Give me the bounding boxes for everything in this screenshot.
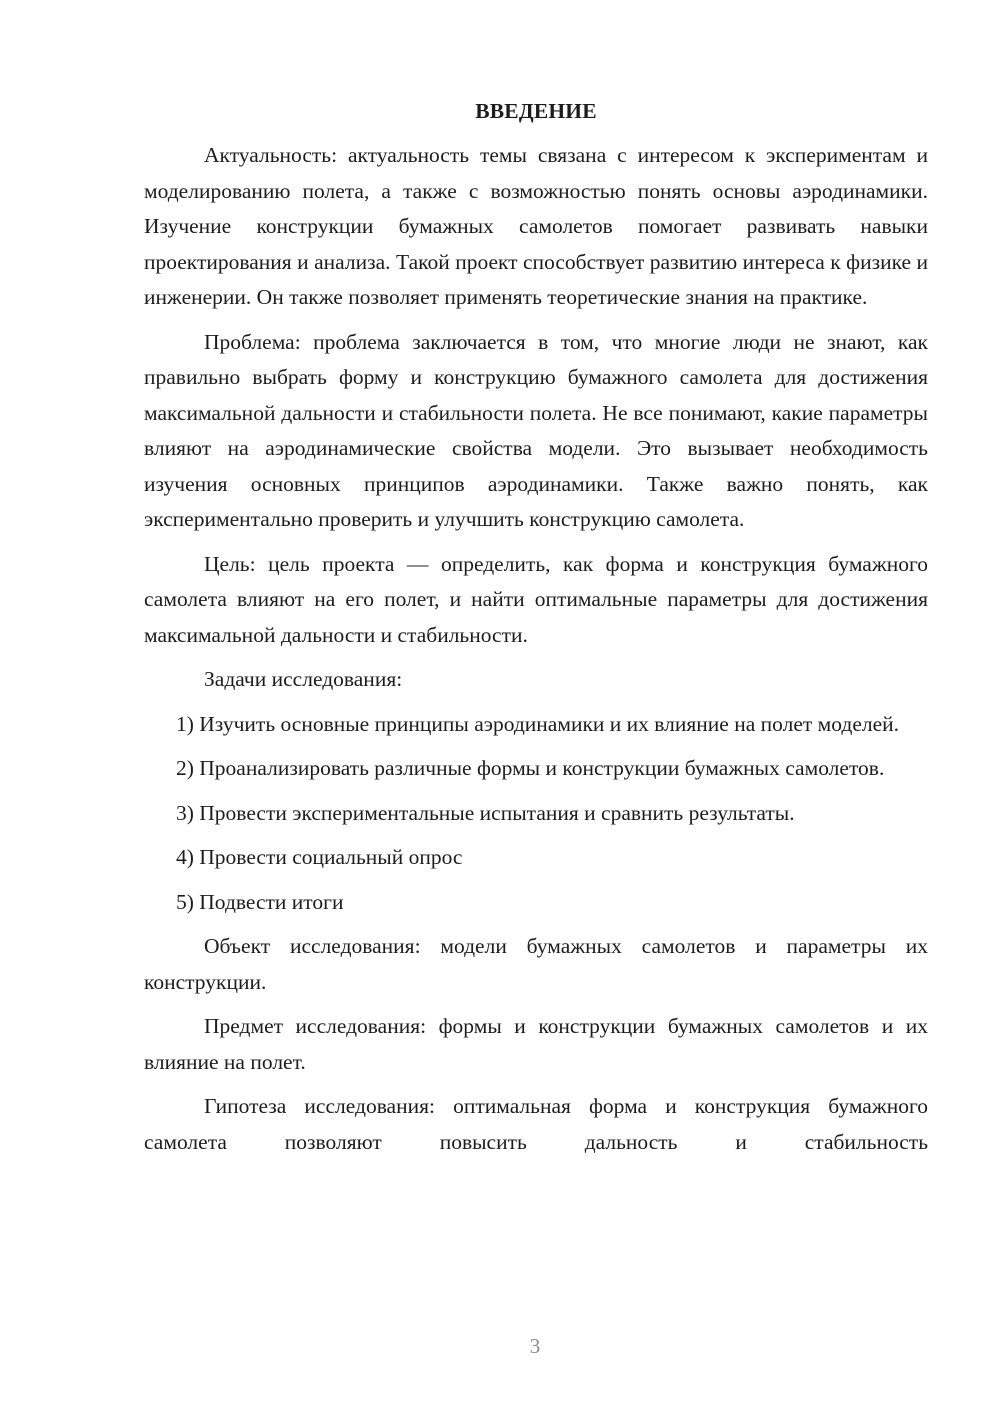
task-item: 2) Проанализировать различные формы и конструкции бумажных самолетов.: [176, 756, 885, 780]
task-item: 3) Провести экспериментальные испытания и сравнить результаты.: [176, 800, 795, 825]
problem-paragraph: Проблема: проблема заключается в том, что многие люди не знают, как правильно выбрать форму и конструкцию бумажного самолета для достижения максимальной дальности и стабильности полета. Не все понимают, какие параметры влияют на аэродинамические свойства модели. Это вызывает необходимость изучения основных принципов аэродинамики. Также важно понять, как экспериментально проверить и улучшить конструкцию самолета.: [144, 329, 928, 531]
relevance-paragraph: Актуальность: актуальность темы связана с интересом к экспериментам и моделированию полета, а также с возможностью понять основы аэродинамики. Изучение конструкции бумажных самолетов помогает развивать навыки проектирования и анализа. Такой проект способствует развитию интереса к физике и инженерии. Он также позволяет применять теоретические знания на практике.: [144, 143, 928, 309]
tasks-heading: Задачи исследования:: [204, 667, 403, 691]
object-paragraph: Объект исследования: модели бумажных самолетов и параметры их конструкции.: [144, 934, 928, 994]
task-item: 4) Провести социальный опрос: [176, 845, 463, 869]
section-title: ВВЕДЕНИЕ: [475, 99, 597, 123]
subject-paragraph: Предмет исследования: формы и конструкции бумажных самолетов и их влияние на полет.: [144, 1014, 928, 1074]
hypothesis-paragraph: Гипотеза исследования: оптимальная форма и конструкция бумажного самолета позволяют повысить дальность и стабильность: [144, 1094, 928, 1154]
page-number: 3: [529, 1334, 541, 1358]
document-page: [144, 96, 928, 1169]
goal-paragraph: Цель: цель проекта — определить, как форма и конструкция бумажного самолета влияют на его полет, и найти оптимальные параметры для достижения максимальной дальности и стабильности.: [144, 551, 928, 647]
task-item: 5) Подвести итоги: [176, 889, 344, 914]
task-item: 1) Изучить основные принципы аэродинамики и их влияние на полет моделей.: [176, 711, 900, 736]
